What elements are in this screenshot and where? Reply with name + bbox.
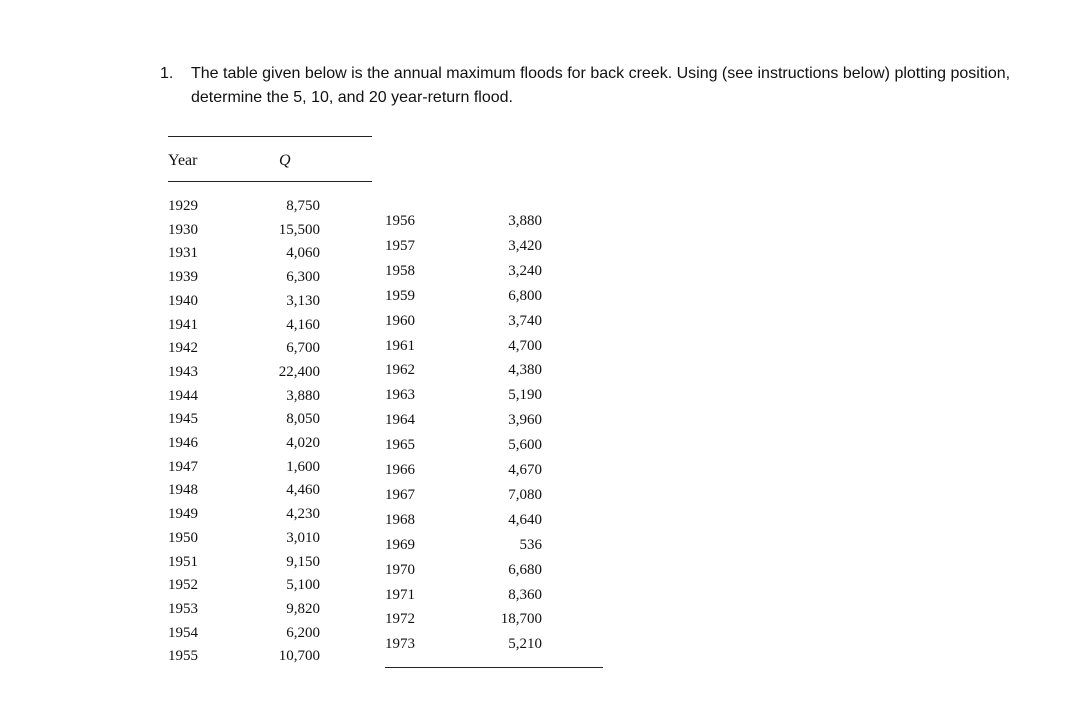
q-cell: 4,160: [286, 316, 320, 333]
year-cell: 1973: [385, 636, 415, 653]
left-year-column: [168, 198, 218, 678]
year-cell: 1964: [385, 412, 415, 429]
q-cell: 6,300: [286, 269, 320, 286]
q-cell: 3,740: [508, 312, 542, 329]
q-cell: 6,200: [286, 624, 320, 641]
q-cell: 5,210: [508, 636, 542, 653]
table-bottom-rule: [385, 667, 603, 668]
q-cell: 9,820: [286, 600, 320, 617]
year-cell: 1965: [385, 437, 415, 454]
q-cell: 10,700: [278, 648, 320, 665]
year-cell: 1929: [168, 198, 198, 214]
year-cell: 1945: [168, 411, 198, 428]
year-cell: 1947: [168, 458, 198, 475]
q-cell: 5,600: [508, 437, 542, 454]
q-cell: 3,880: [508, 213, 542, 229]
q-cell: 3,960: [508, 412, 542, 429]
q-cell: 3,130: [286, 292, 320, 309]
year-cell: 1942: [168, 340, 198, 357]
q-cell: 8,360: [508, 586, 542, 603]
year-cell: 1967: [385, 486, 415, 503]
q-cell: 6,700: [286, 340, 320, 357]
q-cell: 9,150: [286, 553, 320, 570]
year-cell: 1941: [168, 316, 198, 333]
q-cell: 4,460: [286, 482, 320, 499]
year-cell: 1959: [385, 287, 415, 304]
year-cell: 1951: [168, 553, 198, 570]
year-cell: 1944: [168, 387, 198, 404]
year-cell: 1956: [385, 213, 415, 229]
q-cell: 5,190: [508, 387, 542, 404]
q-cell: 7,080: [508, 486, 542, 503]
header-bottom-rule: [168, 181, 372, 182]
year-cell: 1969: [385, 536, 415, 553]
year-cell: 1953: [168, 600, 198, 617]
year-cell: 1972: [385, 611, 415, 628]
q-cell: 8,050: [286, 411, 320, 428]
q-cell: 8,750: [286, 198, 320, 214]
year-cell: 1957: [385, 237, 415, 254]
year-cell: 1949: [168, 506, 198, 523]
q-cell: 3,420: [508, 237, 542, 254]
right-q-column: [470, 213, 542, 673]
left-q-column: [250, 198, 320, 678]
q-cell: 1,600: [286, 458, 320, 475]
year-cell: 1962: [385, 362, 415, 379]
year-cell: 1948: [168, 482, 198, 499]
year-cell: 1950: [168, 529, 198, 546]
year-cell: 1930: [168, 221, 198, 238]
year-cell: 1961: [385, 337, 415, 354]
question: [160, 62, 1040, 110]
question-number: 1.: [160, 65, 174, 82]
year-cell: 1946: [168, 435, 198, 451]
year-cell: 1958: [385, 262, 415, 279]
q-cell: 18,700: [500, 611, 542, 628]
q-cell: 4,670: [508, 462, 542, 478]
q-cell: 4,230: [286, 506, 320, 523]
year-cell: 1954: [168, 624, 198, 641]
year-cell: 1966: [385, 462, 415, 478]
q-cell: 3,880: [286, 387, 320, 404]
q-cell: 4,060: [286, 245, 320, 262]
question-text: The table given below is the annual maximum floods for back creek. Using (see instructions below) plotting position, determine the 5, 10, and 20 year-return flood.: [191, 65, 1011, 106]
q-cell: 4,380: [508, 362, 542, 379]
year-cell: 1971: [385, 586, 415, 603]
q-cell: 4,020: [286, 435, 320, 451]
year-cell: 1968: [385, 511, 415, 528]
q-header: Q: [279, 152, 291, 169]
q-cell: 536: [519, 536, 542, 553]
year-cell: 1931: [168, 245, 198, 262]
q-cell: 4,640: [508, 511, 542, 528]
year-header: Year: [168, 152, 198, 169]
q-cell: 5,100: [286, 577, 320, 594]
year-cell: 1955: [168, 648, 198, 665]
right-year-column: [385, 213, 435, 673]
q-cell: 15,500: [278, 221, 320, 238]
year-cell: 1943: [168, 363, 198, 380]
q-cell: 6,680: [508, 561, 542, 578]
year-cell: 1939: [168, 269, 198, 286]
year-cell: 1940: [168, 292, 198, 309]
year-cell: 1952: [168, 577, 198, 594]
q-cell: 3,010: [286, 529, 320, 546]
q-cell: 3,240: [508, 262, 542, 279]
q-cell: 4,700: [508, 337, 542, 354]
year-cell: 1970: [385, 561, 415, 578]
year-cell: 1963: [385, 387, 415, 404]
q-cell: 6,800: [508, 287, 542, 304]
table-top-rule: [168, 136, 372, 137]
year-cell: 1960: [385, 312, 415, 329]
q-cell: 22,400: [278, 363, 320, 380]
